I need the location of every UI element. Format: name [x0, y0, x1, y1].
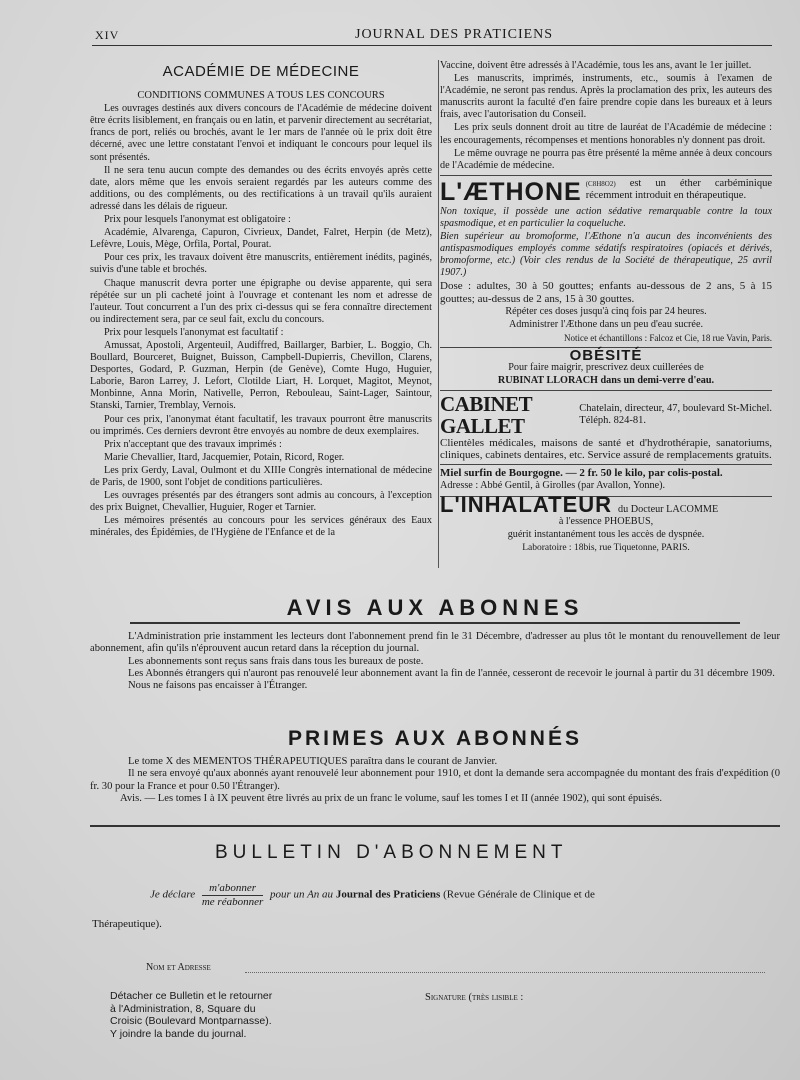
academie-paragraph: Marie Chevallier, Itard, Jacquemier, Potain, Ricord, Roger. — [104, 451, 345, 463]
detach-line: Croisic (Boulevard Montparnasse). — [110, 1015, 272, 1027]
academie-subtitle: CONDITIONS COMMUNES A TOUS LES CONCOURS — [137, 90, 385, 102]
nom-adresse-field[interactable] — [245, 972, 765, 973]
m-abonner-option[interactable]: m'abonner — [202, 882, 263, 896]
academie-paragraph: Prix n'acceptant que des travaux imprimés : — [104, 438, 282, 450]
avis-p4: Nous ne faisons pas encaisser à l'Étranger. — [128, 680, 308, 692]
detach-line: Y joindre la bande du journal. — [110, 1027, 247, 1040]
avis-p1: L'Administration prie instamment les lecteurs dont l'abonnement prend fin le 31 Décembre, d'adresser au plus tôt le montant du renouvellement de leur abonnement, afin qu'ils n'éprouvent aucun retard dans la réception du journal. — [90, 631, 780, 655]
academie-paragraph: Les prix Gerdy, Laval, Oulmont et du XIIIe Congrès international de médecine de Paris, de 1900, sont l'objet de conditions particulières. — [90, 464, 432, 488]
abonner-choice[interactable] — [202, 882, 263, 908]
academie-continuation: Vaccine, doivent être adressés à l'Académie, tous les ans, avant le 1er juillet. — [440, 60, 752, 71]
bulletin-declaration — [150, 882, 595, 908]
academie-paragraph: Pour ces prix, l'anonymat étant facultatif, les travaux pourront être manuscrits ou imprimés. Ces derniers devront être envoyés au nombre de deux exemplaires. — [90, 413, 432, 437]
therapeutique-text: Thérapeutique). — [92, 918, 162, 930]
aethone-line1: Non toxique, il possède une action sédative remarquable contre la toux spasmodique, et en particulier la coqueluche. — [440, 205, 772, 229]
gallet-name: CABINET GALLET — [440, 392, 533, 439]
inhalateur-line2: guérit instantanément tous les accès de dyspnée. — [507, 528, 705, 540]
primes-p1: Le tome X des MEMENTOS THÉRAPEUTIQUES paraîtra dans le courant de Janvier. — [128, 756, 498, 767]
academie-paragraph: Les ouvrages destinés aux divers concours de l'Académie de médecine doivent être écrits lisiblement, en français ou en latin, et parvenir directement au secrétariat, francs de port, reliés ou brochés, avant le 1er mars de l'année où le prix doit être décerné, avec une lettre constatant l'envoi et indiquant le concours pour lequel ils sont présentés. — [90, 103, 432, 163]
miel-line2: Adresse : Abbé Gentil, à Girolles (par Avallon, Yonne). — [440, 480, 666, 492]
nom-adresse-label: Nom et Adresse — [146, 962, 211, 973]
avis-p3: Les Abonnés étrangers qui n'auront pas renouvelé leur abonnement avant la fin de l'année, cesseront de recevoir le journal à partir du 31 décembre 1909. — [128, 667, 775, 679]
detach-instructions — [110, 990, 272, 1040]
avis-title: AVIS AUX ABONNES — [286, 595, 584, 620]
aethone-ad — [440, 175, 772, 344]
academie-paragraph: Prix pour lesquels l'anonymat est facultatif : — [104, 326, 284, 338]
gallet-line2: Clientèles médicales, maisons de santé et d'hydrothérapie, sanatoriums, cliniques, cabinets dentaires, etc. Service assuré de remplacements gratuits. — [440, 437, 772, 462]
academie-section — [90, 62, 432, 540]
bulletin-title: BULLETIN D'ABONNEMENT — [215, 842, 568, 863]
aethone-tagline: est un éther carbéminique récemment introduit en thérapeutique. — [585, 177, 772, 201]
aethone-admin: Administrer l'Æthone dans un peu d'eau sucrée. — [508, 318, 704, 330]
gallet-line1: Chatelain, directeur, 47, boulevard St-Michel. Téléph. 824-81. — [579, 403, 772, 427]
aethone-line2: Bien supérieur au bromoforme, l'Æthone n'a aucun des inconvénients des antispasmodiques employés comme sédatifs respiratoires (opiacés et dérivés, bromoforme, etc.) (Voir cles rendus de la Société de thérapeutique, 25 avril 1907.) — [440, 231, 772, 279]
inhalateur-line1: à l'essence PHOEBUS, — [558, 515, 654, 527]
pour-un-an: pour un An au — [270, 888, 334, 901]
obesite-ad — [440, 347, 772, 387]
aethone-notice: Notice et échantillons : Falcoz et Cie, 18 rue Vavin, Paris. — [563, 332, 772, 343]
inhalateur-ad — [440, 491, 772, 554]
academie-paragraph: Chaque manuscrit devra porter une épigraphe ou devise apparente, qui sera répétée sur un pli cacheté joint à l'ouvrage et contenant les nom et adresse de l'auteur. Tout concurrent a l'un des prix ci-dessus qui se fera connaître directement ou indirectement sera, par ce seul fait, exclu du concours. — [90, 277, 432, 325]
revue-text: (Revue Générale de Clinique et de — [443, 888, 595, 901]
academie-paragraph: Pour ces prix, les travaux doivent être manuscrits, entièrement inédits, paginés, suivis d'une table et brochés. — [90, 252, 432, 276]
journal-title: JOURNAL DES PRATICIENS — [355, 27, 554, 42]
academie-paragraph: Les ouvrages présentés par des étrangers sont admis au concours, à l'exception des prix Buignet, Chevallier, Huguier, Roger et Tarnier. — [90, 490, 432, 514]
miel-line1: Miel surfin de Bourgogne. — 2 fr. 50 le kilo, par colis-postal. — [440, 467, 723, 480]
aethone-dose: Dose : adultes, 30 à 50 gouttes; enfants au-dessous de 2 ans, 5 à 15 gouttes; au-dessus de 2 ans, 15 à 30 gouttes. — [440, 280, 772, 305]
je-declare: Je déclare — [150, 888, 196, 901]
journal-name: Journal des Praticiens — [335, 888, 441, 901]
me-reabonner-option[interactable]: me réabonner — [201, 896, 264, 908]
inhalateur-by: du Docteur LACOMME — [618, 503, 719, 515]
obesite-title: OBÉSITÉ — [569, 346, 643, 364]
primes-title: PRIMES AUX ABONNÉS — [288, 727, 582, 750]
band-rule — [90, 825, 780, 827]
miel-ad — [440, 464, 772, 492]
aethone-repeat: Répéter ces doses jusqu'à cinq fois par 24 heures. — [505, 305, 707, 317]
gallet-ad — [440, 390, 772, 461]
obesite-line2: RUBINAT LLORACH dans un demi-verre d'eau. — [497, 375, 715, 387]
academie-paragraph: Prix pour lesquels l'anonymat est obligatoire : — [104, 214, 291, 226]
obesite-line1: Pour faire maigrir, prescrivez deux cuillerées de — [508, 361, 704, 373]
academie-paragraph: Amussat, Apostoli, Argenteuil, Audiffred, Baillarger, Barbier, L. Boggio, Ch. Boullard, Bourceret, Buignet, Buisson, Campbell-Dupierris, Chevillon, Clarens, Desportes, Godard, P. Guzman, Herpin (de Genève), Comte Hugo, Huguier, Laborie, Baron Larrey, J. Lefort, Clotilde Liart, H. Lorquet, Magitot, Meynot, Monbinne, Anna Morin, Nativelle, Perron, Rebouleau, Saint-Lager, Saintour, Stanski, Tarnier, Tremblay, Vernois. — [90, 339, 432, 412]
avis-underline — [130, 622, 740, 624]
primes-text — [90, 756, 780, 805]
academie-continuation: Le même ouvrage ne pourra pas être présenté la même année à deux concours de l'Académie de médecine. — [440, 147, 772, 171]
primes-p2: Il ne sera envoyé qu'aux abonnés ayant renouvelé leur abonnement pour 1910, et dont la demande sera accompagnée du montant des frais d'expédition (0 fr. 30 pour la France et pour 0.50 l'Étranger). — [90, 768, 780, 792]
academie-title: ACADÉMIE DE MÉDECINE — [162, 63, 360, 80]
inhalateur-lab: Laboratoire : 18bis, rue Tiquetonne, PARIS. — [522, 542, 690, 553]
detach-line: Détacher ce Bulletin et le retourner — [110, 990, 273, 1002]
avis-text — [90, 631, 780, 692]
primes-p3: Avis. — Les tomes I à IX peuvent être livrés au prix de un franc le volume, sauf les tomes I et II (année 1902), qui sont épuisés. — [120, 792, 662, 804]
avis-primes-band — [90, 575, 780, 830]
academie-paragraph: Il ne sera tenu aucun compte des demandes ou des écrits envoyés après cette date, alors même que les envois seraient regardés par les auteurs comme des additions, ou des compléments, ou des rectifications à un travail qu'ils auraient adressé dans les délais de rigueur. — [90, 164, 432, 212]
academie-paragraph: Académie, Alvarenga, Capuron, Civrieux, Dandet, Falret, Herpin (de Metz), Lefèvre, Louis, Mège, Orfila, Portal, Pourat. — [90, 227, 432, 251]
detach-line: à l'Administration, 8, Square du — [110, 1002, 256, 1015]
aethone-formula: (C8H8O2) — [585, 179, 616, 188]
right-column — [440, 60, 772, 555]
column-divider — [438, 60, 439, 568]
aethone-name: L'ÆTHONE — [440, 177, 582, 206]
inhalateur-name: L'INHALATEUR — [440, 491, 613, 517]
header-rule — [92, 45, 772, 46]
avis-p2: Les abonnements sont reçus sans frais dans tous les bureaux de poste. — [128, 655, 424, 667]
academie-continuation: Les prix seuls donnent droit au titre de lauréat de l'Académie de médecine : les encouragements, récompenses et mentions honorables n'y donnent pas droit. — [440, 122, 772, 146]
academie-paragraph: Les mémoires présentés au concours pour les services généraux des Eaux minérales, des Épidémies, de l'Hygiène de l'Enfance et de la — [90, 515, 432, 539]
academie-continuation: Les manuscrits, imprimés, instruments, etc., soumis à l'examen de l'Académie, ne seront pas rendus. Après la proclamation des prix, les auteurs des manuscrits auront la faculté d'en faire prendre copie dans les bureaux et à leurs frais, avec l'autorisation du Conseil. — [440, 73, 772, 121]
page-number: XIV — [95, 28, 120, 42]
signature-field[interactable]: Signature (très lisible : — [425, 992, 524, 1003]
